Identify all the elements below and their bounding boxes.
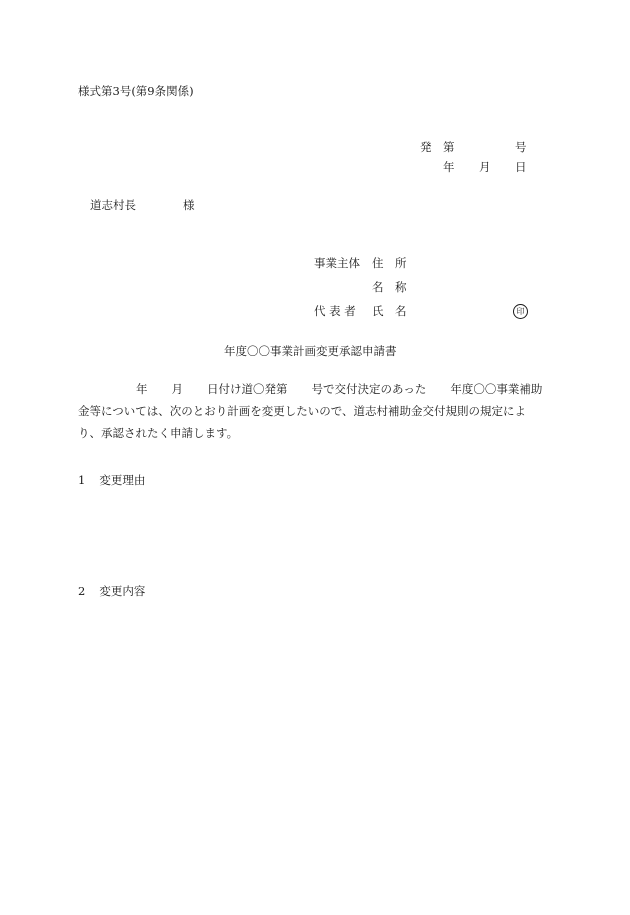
body-line-2: 金等については、次のとおり計画を変更したいので、道志村補助金交付規則の規定によ: [78, 404, 527, 418]
section-2: [78, 586, 145, 598]
issue-go: 号: [515, 140, 527, 154]
section-1-number: 1: [78, 473, 86, 487]
body-l1-nen: 年: [136, 382, 148, 396]
body-l1-go: 号で交付決定のあった: [311, 382, 427, 396]
applicant-jusho: 住 所: [372, 256, 407, 270]
section-2-label: 変更内容: [99, 584, 146, 598]
body-line-1: [78, 378, 558, 400]
issue-dai: 第: [443, 140, 455, 154]
issue-nen: 年: [443, 160, 455, 174]
seal-icon: 印: [513, 304, 528, 319]
issue-hi: 日: [515, 160, 527, 174]
addressee-name: 道志村長: [90, 198, 136, 212]
issue-hatsu: 発: [420, 140, 432, 154]
body-l1-tsuki: 月: [171, 382, 183, 396]
applicant-shimei: 氏 名: [372, 304, 407, 318]
applicant-jigyo-shutai: 事業主体: [314, 256, 360, 270]
seal-mark: [513, 304, 528, 319]
applicant-daihyosha: 代 表 者: [314, 304, 356, 318]
body-l1-hizuke: 日付け道〇発第: [207, 382, 288, 396]
section-1-label: 変更理由: [99, 473, 146, 487]
issue-tsuki: 月: [479, 160, 491, 174]
body-line-3: り、承認されたく申請します。: [78, 426, 239, 440]
section-2-number: 2: [78, 584, 86, 598]
applicant-meisho: 名 称: [372, 280, 407, 294]
form-label: 様式第3号(第9条関係): [78, 84, 194, 98]
document-title: 年度〇〇事業計画変更承認申請書: [224, 344, 397, 358]
body-paragraph: [78, 378, 558, 444]
body-l1-nendo: 年度〇〇事業補助: [450, 382, 543, 396]
section-1: [78, 475, 145, 487]
addressee-sama: 様: [183, 198, 195, 212]
